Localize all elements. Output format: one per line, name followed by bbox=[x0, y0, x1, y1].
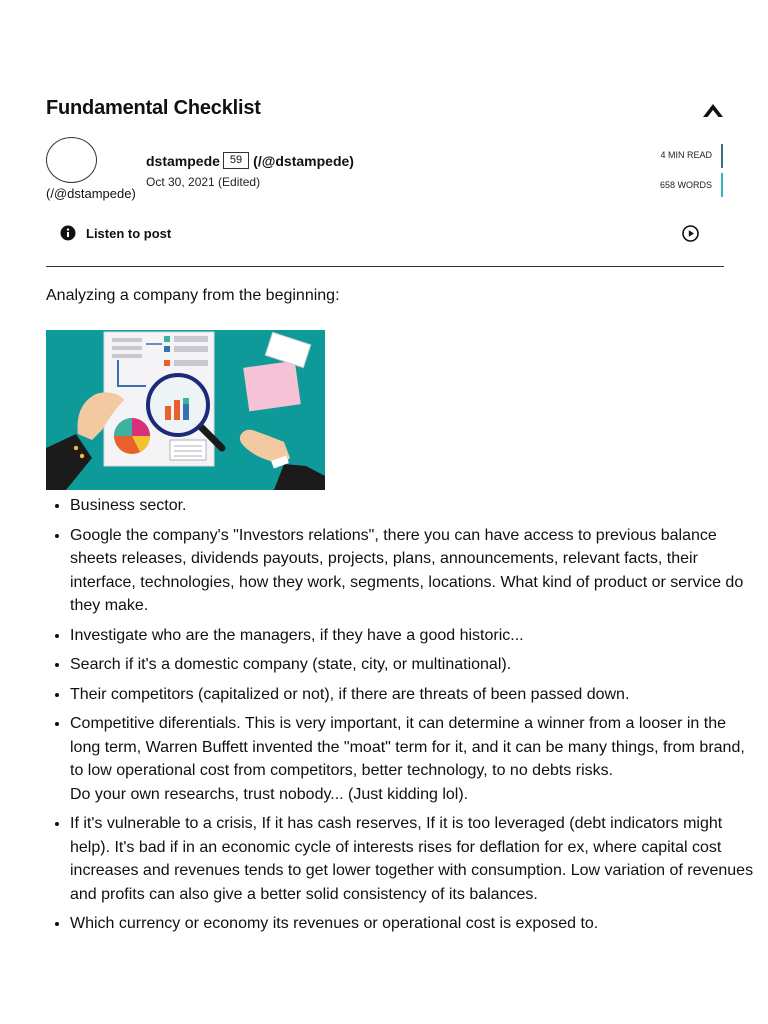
checklist bbox=[46, 494, 760, 942]
info-icon bbox=[60, 225, 76, 241]
read-time-bar bbox=[721, 144, 723, 168]
checklist-note: Do your own researchs, trust nobody... (Just kidding lol). bbox=[70, 785, 469, 803]
list-item: • Their competitors (capitalized or not), if there are threats of been passed down. bbox=[70, 683, 760, 707]
list-item: • Business sector. bbox=[70, 494, 760, 518]
list-item: • Investigate who are the managers, if they have a good historic... bbox=[70, 624, 760, 648]
reputation-badge: 59 bbox=[223, 152, 249, 169]
analysis-illustration bbox=[46, 330, 325, 490]
listen-to-post-button[interactable] bbox=[60, 225, 171, 241]
list-item: • If it's vulnerable to a crisis, If it has cash reserves, If it is too leveraged (debt indicators might help). It's bad if in an economic cycle of interests rises for deflation for ex, where capital cost increases and revenues tends to get lower together with consumption. Low variation of revenues and profits can also give a better solid consistency of its balances. bbox=[70, 812, 760, 906]
post-date: Oct 30, 2021 (Edited) bbox=[146, 175, 261, 189]
word-count-bar bbox=[721, 173, 723, 197]
author-avatar[interactable] bbox=[46, 137, 97, 183]
list-item: • Search if it's a domestic company (state, city, or multinational). bbox=[70, 653, 760, 677]
site-logo-icon[interactable] bbox=[702, 100, 724, 120]
intro-text: Analyzing a company from the beginning: bbox=[46, 287, 340, 304]
list-item: • Which currency or economy its revenues or operational cost is exposed to. bbox=[70, 912, 760, 936]
play-icon[interactable] bbox=[682, 225, 699, 242]
list-item: • Competitive diferentials. This is very important, it can determine a winner from a looser in the long term, Warren Buffett invented the "moat" term for it, and it can be many things, from brand, to low operational cost from competitors, better technology, to no debts risks. Do your own researchs, trust nobody... (Just kidding lol). bbox=[70, 712, 760, 806]
author-handle-link[interactable]: (/@dstampede) bbox=[253, 152, 354, 169]
avatar-alt-text: (/@dstampede) bbox=[46, 186, 136, 201]
header-divider bbox=[46, 266, 724, 267]
list-item: • Google the company's "Investors relations", there you can have access to previous balance sheets releases, dividends payouts, projects, plans, announcements, relevant facts, their interface, technologies, how they work, segments, locations. What kind of product or service do they make. bbox=[70, 524, 760, 618]
read-time-stat: 4 MIN READ bbox=[660, 150, 712, 160]
author-line bbox=[146, 152, 354, 169]
listen-label: Listen to post bbox=[86, 225, 172, 241]
author-name-link[interactable]: dstampede bbox=[146, 152, 220, 169]
page-title: Fundamental Checklist bbox=[46, 97, 261, 119]
word-count-stat: 658 WORDS bbox=[659, 180, 712, 190]
